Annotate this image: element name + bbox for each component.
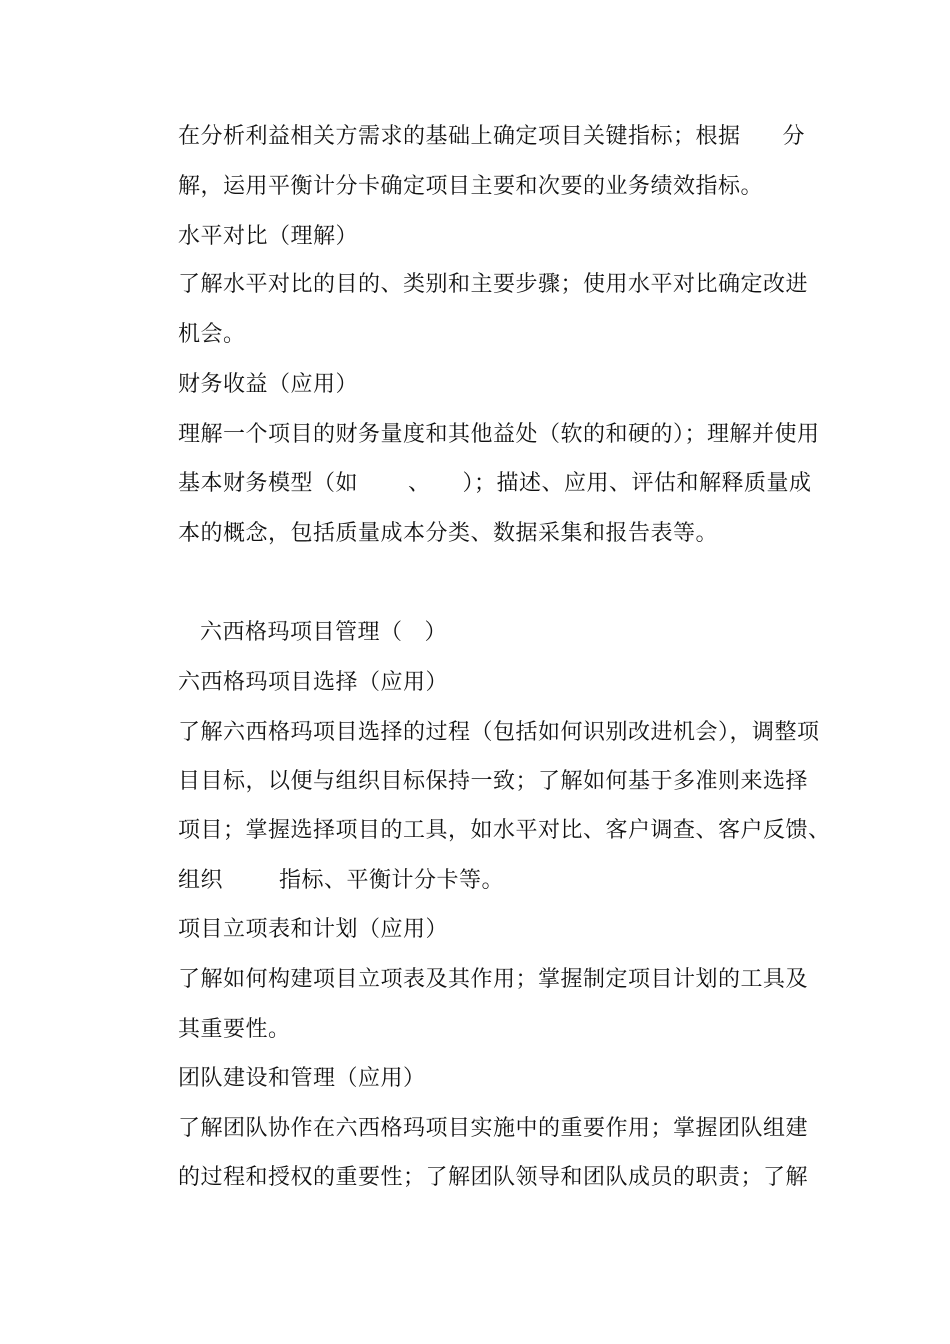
text-line-17: 了解如何构建项目立项表及其作用；掌握制定项目计划的工具及 <box>178 967 809 992</box>
text-segment: 六西格玛项目管理（ <box>200 620 403 645</box>
text-line-14: 项目；掌握选择项目的工具，如水平对比、客户调查、客户反馈、 <box>178 818 831 843</box>
text-line-9: 本的概念，包括质量成本分类、数据采集和报告表等。 <box>178 521 719 546</box>
section-heading-financial-benefit: 财务收益（应用） <box>178 372 359 397</box>
text-segment: 组织 <box>178 868 224 893</box>
text-line-13: 目目标，以便与组织目标保持一致；了解如何基于多准则来选择 <box>178 769 809 794</box>
text-line-20: 了解团队协作在六西格玛项目实施中的重要作用；掌握团队组建 <box>178 1116 809 1141</box>
text-segment: 分 <box>782 124 805 149</box>
section-heading-project-selection: 六西格玛项目选择（应用） <box>178 670 449 695</box>
text-line-5: 机会。 <box>178 322 246 347</box>
text-segment: 、 <box>408 471 431 496</box>
text-segment: 指标、平衡计分卡等。 <box>279 868 505 893</box>
text-segment: 在分析利益相关方需求的基础上确定项目关键指标；根据 <box>178 124 741 149</box>
text-line-21: 的过程和授权的重要性；了解团队领导和团队成员的职责；了解 <box>178 1165 809 1190</box>
text-line-15 <box>178 866 504 896</box>
text-line-2: 解，运用平衡计分卡确定项目主要和次要的业务绩效指标。 <box>178 174 764 199</box>
section-heading-project-charter: 项目立项表和计划（应用） <box>178 917 449 942</box>
text-line-8 <box>178 469 812 499</box>
section-heading-team-building: 团队建设和管理（应用） <box>178 1066 426 1091</box>
text-line-18: 其重要性。 <box>178 1017 291 1042</box>
section-heading-horizontal-comparison: 水平对比（理解） <box>178 224 359 249</box>
text-segment: ）；描述、应用、评估和解释质量成 <box>462 471 812 496</box>
text-line-12: 了解六西格玛项目选择的过程（包括如何识别改进机会），调整项 <box>178 720 820 745</box>
text-segment: 基本财务模型（如 <box>178 471 359 496</box>
chapter-heading-project-management <box>200 618 447 648</box>
text-line-4: 了解水平对比的目的、类别和主要步骤；使用水平对比确定改进 <box>178 272 809 297</box>
text-segment: ） <box>424 620 448 645</box>
text-line-1 <box>178 122 805 152</box>
text-line-7: 理解一个项目的财务量度和其他益处（软的和硬的）；理解并使用 <box>178 422 820 447</box>
